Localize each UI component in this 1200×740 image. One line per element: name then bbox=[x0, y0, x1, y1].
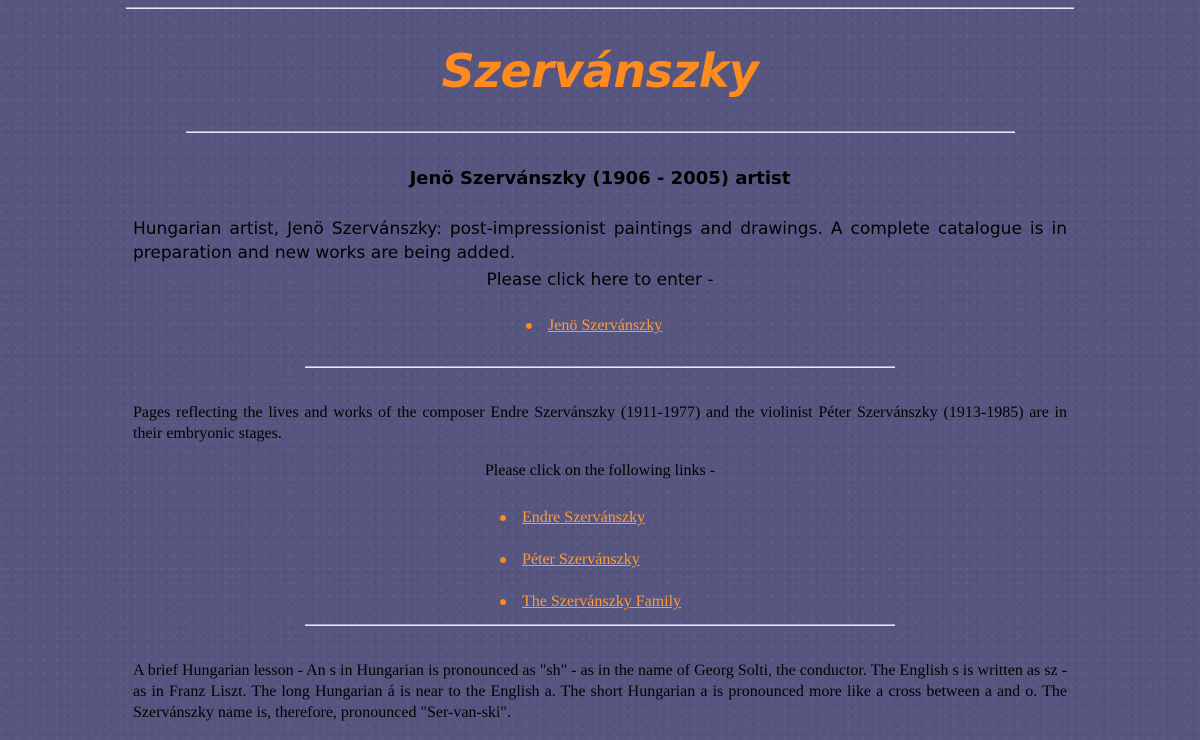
bullet-icon bbox=[526, 323, 532, 329]
artist-link-item bbox=[548, 316, 662, 336]
pages-paragraph: Pages reflecting the lives and works of the composer Endre Szervánszky (1911-1977) and the violinist Péter Szervánszky (1913-1985) are in their embryonic stages. bbox=[133, 404, 1067, 442]
family-link-item bbox=[522, 592, 681, 612]
page-title: Szervánszky bbox=[441, 44, 759, 98]
top-divider bbox=[126, 7, 1074, 9]
section-divider-lower bbox=[305, 624, 895, 626]
section-divider bbox=[305, 366, 895, 368]
intro-paragraph: Hungarian artist, Jenö Szervánszky: post-impressionist paintings and drawings. A complete catalogue is in preparation and new works are being added. bbox=[133, 219, 1067, 263]
links-prompt: Please click on the following links - bbox=[484, 462, 716, 479]
endre-link[interactable]: Endre Szervánszky bbox=[522, 509, 646, 526]
family-link[interactable]: The Szervánszky Family bbox=[522, 593, 682, 610]
bullet-icon bbox=[500, 599, 506, 605]
bullet-icon bbox=[500, 557, 506, 563]
bullet-icon bbox=[500, 515, 506, 521]
artist-link[interactable]: Jenö Szervánszky bbox=[548, 317, 663, 334]
peter-link[interactable]: Péter Szervánszky bbox=[522, 551, 640, 568]
peter-link-item bbox=[522, 550, 640, 570]
enter-prompt: Please click here to enter - bbox=[486, 270, 714, 290]
title-divider bbox=[186, 131, 1015, 133]
lesson-paragraph: A brief Hungarian lesson - An s in Hungarian is pronounced as "sh" - as in the name of Georg Solti, the conductor. The English s is written as sz - as in Franz Liszt. The long Hungarian á is near to the English a. The short Hungarian a is pronounced more like a cross between a and o. The Szervánszky name is, therefore, pronounced "Ser-van-ski". bbox=[133, 662, 1067, 721]
endre-link-item bbox=[522, 508, 645, 528]
page-subtitle: Jenö Szervánszky (1906 - 2005) artist bbox=[409, 168, 791, 189]
